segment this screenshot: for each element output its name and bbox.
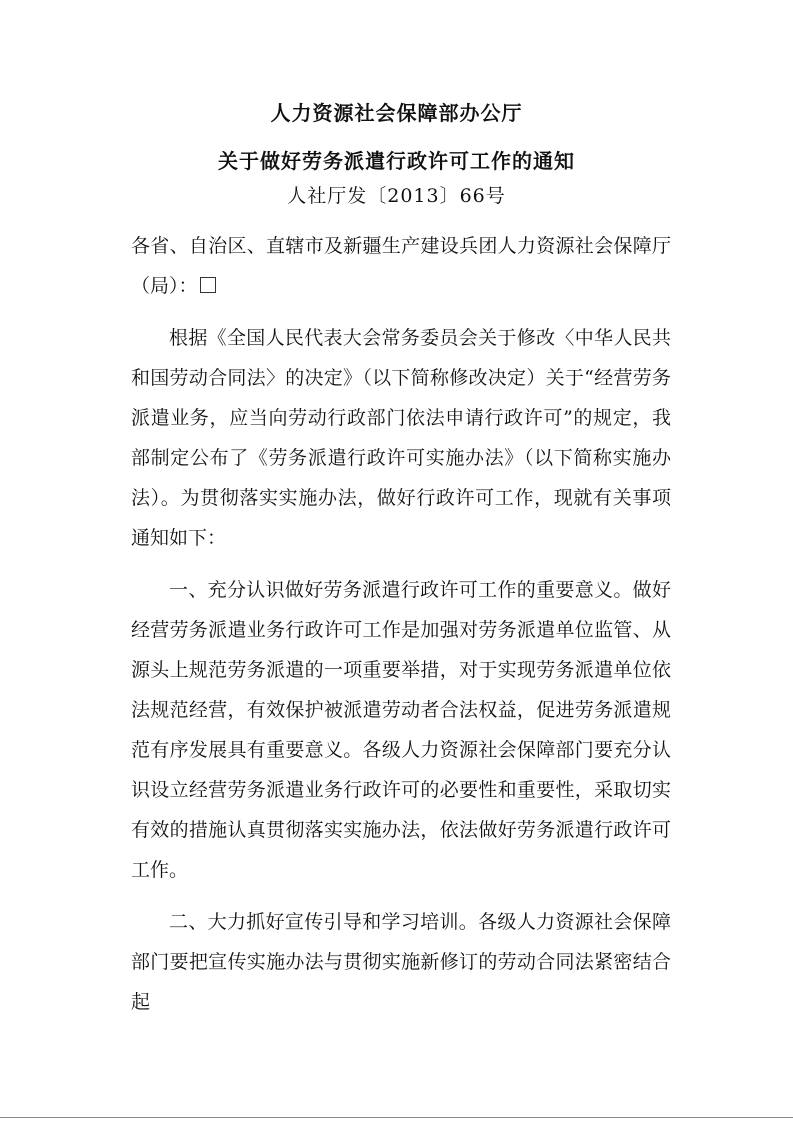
paragraph-section-two: 二、大力抓好宣传引导和学习培训。各级人力资源社会保障部门要把宣传实施办法与贯彻实施新修订的劳动合同法紧密结合起 bbox=[131, 911, 671, 1013]
paragraph-intro: 根据《全国人民代表大会常务委员会关于修改〈中华人民共和国劳动合同法〉的决定》（以下简称修改决定）关于“经营劳务派遣业务，应当向劳动行政部门依法申请行政许可”的规定，我部制定公布了《劳务派遣行政许可实施办法》（以下简称实施办法）。为贯彻落实实施办法，做好行政许可工作，现就有关事项通知如下： bbox=[131, 327, 671, 549]
document-title-issuer: 人力资源社会保障部办公厅 bbox=[270, 101, 523, 125]
document-body bbox=[131, 226, 671, 1022]
salutation-text: 各省、自治区、直辖市及新疆生产建设兵团人力资源社会保障厅（局）： bbox=[131, 235, 671, 297]
paragraph-section-one: 一、充分认识做好劳务派遣行政许可工作的重要意义。做好经营劳务派遣业务行政许可工作是加强对劳务派遣单位监管、从源头上规范劳务派遣的一项重要举措，对于实现劳务派遣单位依法规范经营，有效保护被派遣劳动者合法权益，促进劳务派遣规范有序发展具有重要意义。各级人力资源社会保障部门要充分认识设立经营劳务派遣业务行政许可的必要性和重要性，采取切实有效的措施认真贯彻落实实施办法，依法做好劳务派遣行政许可工作。 bbox=[131, 579, 671, 881]
placeholder-box-icon bbox=[200, 277, 216, 293]
salutation bbox=[131, 226, 671, 306]
document-number: 人社厅发〔2013〕66号 bbox=[287, 185, 506, 207]
document-title-subject: 关于做好劳务派遣行政许可工作的通知 bbox=[218, 149, 575, 173]
page-bottom-divider bbox=[0, 1117, 793, 1118]
